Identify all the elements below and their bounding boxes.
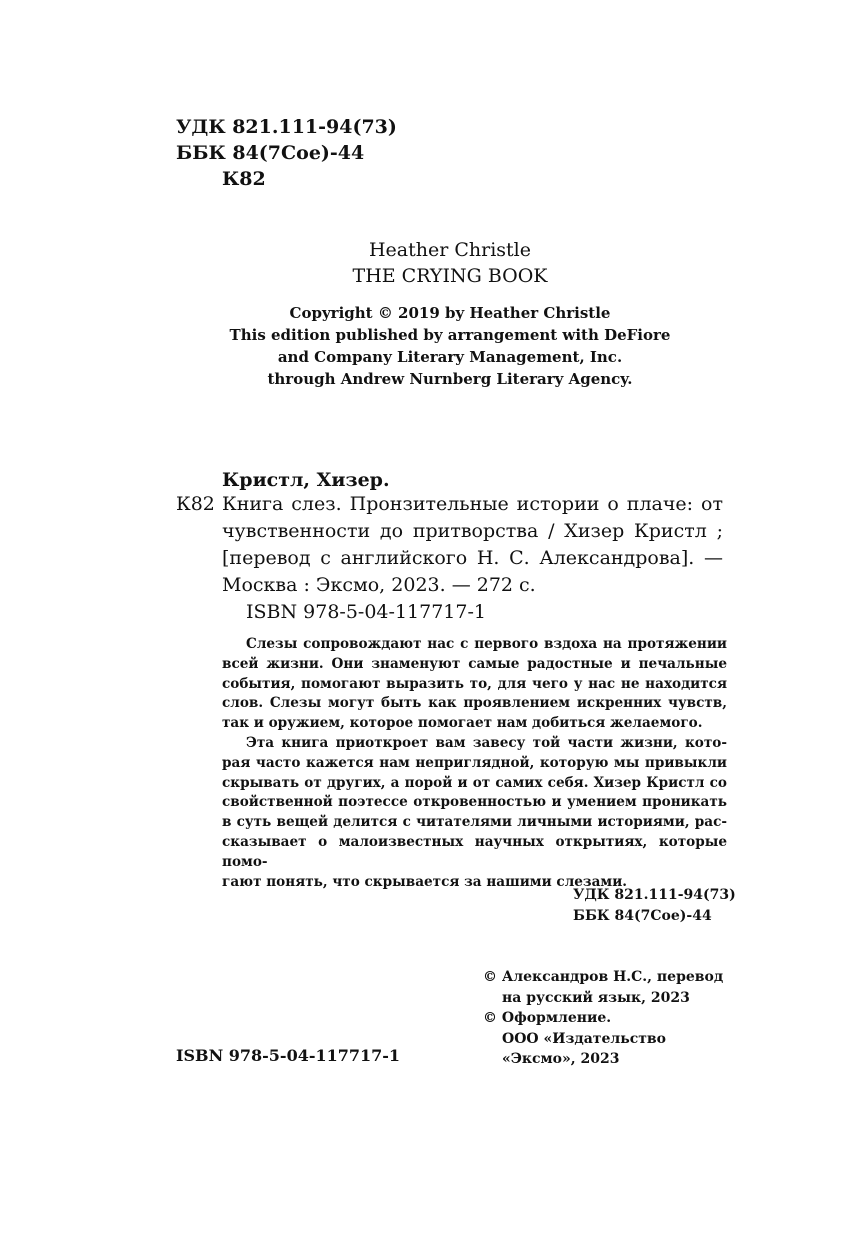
copyright-line: and Company Literary Management, Inc. [277,348,623,366]
annotation-line: рая часто кажется нам неприглядной, которую мы привыкли [222,754,727,771]
annotation-paragraph [222,734,727,892]
copyright-block [200,302,700,390]
annotation-line: всей жизни. Они знаменуют самые радостные и печальные [222,655,727,672]
annotation [222,635,727,892]
annotation-paragraph [222,635,727,734]
catalog-description [222,491,723,599]
rights-line: © Оформление. [483,1010,612,1026]
rights-line: ООО «Издательство [502,1030,666,1047]
description-line: чувственности до притворства / Хизер Кристл ; [222,520,723,542]
rights-block [483,967,723,1070]
annotation-codes [573,885,736,926]
copyright-line: This edition published by arrangement with DeFiore [229,326,671,344]
rights-line: на русский язык, 2023 [502,989,690,1006]
catalog-author: Кристл, Хизер. [222,469,390,491]
annotation-line: гают понять, что скрывается за нашими слезами. [222,873,628,890]
annotation-line: слов. Слезы могут быть как проявлением искренних чувств, [222,695,727,712]
description-line: [перевод с английского Н. С. Александрова]. — [222,547,723,569]
annotation-line: события, помогают выразить то, для чего у нас не находится [222,675,727,692]
annotation-line: свойственной поэтессе откровенностью и умением проникать [222,794,727,811]
bottom-isbn: ISBN 978-5-04-117717-1 [176,1046,401,1065]
original-author: Heather Christle [368,239,532,261]
udk-code-top: УДК 821.111-94(73) [176,116,397,138]
rights-line: «Эксмо», 2023 [502,1051,620,1067]
annotation-line: так и оружием, которое помогает нам добиться желаемого. [222,715,703,732]
copyright-line: Copyright © 2019 by Heather Christle [289,304,611,322]
annotation-line: в суть вещей делится с читателями личными историями, рас- [222,814,727,831]
udk-code-annotation: УДК 821.111-94(73) [573,887,736,903]
author-mark-top: К82 [222,168,266,190]
description-line: Книга слез. Пронзительные истории о плаче: от [222,493,723,515]
catalog-isbn: ISBN 978-5-04-117717-1 [246,601,486,623]
catalog-author-mark: К82 [176,493,215,515]
annotation-line: Эта книга приоткроет вам завесу той части жизни, кото- [246,734,727,751]
annotation-line: Слезы сопровождают нас с первого вздоха на протяжении [246,636,727,652]
original-title: THE CRYING BOOK [352,265,548,287]
annotation-line: сказывает о малоизвестных научных открытиях, которые помо- [222,833,727,870]
description-line: Москва : Эксмо, 2023. — 272 с. [222,574,536,596]
bbk-code-top: ББК 84(7Сое)-44 [176,142,365,164]
rights-line: © Александров Н.С., перевод [483,969,724,985]
annotation-line: скрывать от других, а порой и от самих себя. Хизер Кристл со [222,774,727,791]
bbk-code-annotation: ББК 84(7Сое)-44 [573,907,712,924]
copyright-line: through Andrew Nurnberg Literary Agency. [267,370,633,388]
